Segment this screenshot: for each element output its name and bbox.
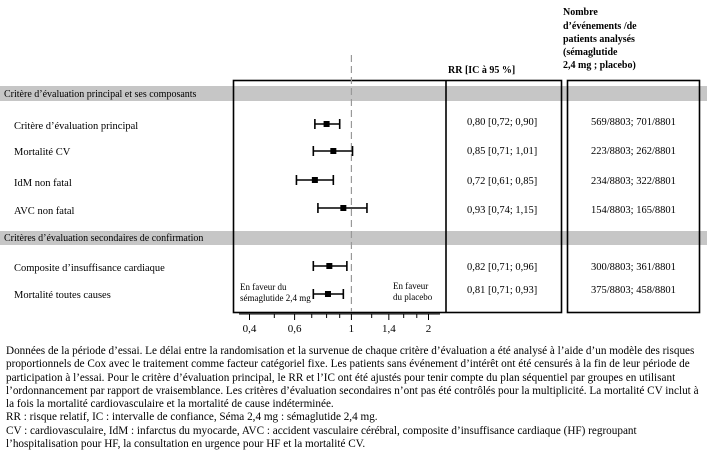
row-label: Mortalité CV — [14, 147, 71, 158]
rr-value: 0,93 [0,74; 1,15] — [467, 205, 538, 216]
rr-value: 0,72 [0,61; 0,85] — [467, 176, 538, 187]
favours-semaglutide-note — [240, 282, 311, 303]
events-frame — [568, 81, 700, 313]
events-value: 223/8803; 262/8801 — [591, 146, 676, 157]
events-value: 154/8803; 165/8801 — [591, 205, 676, 216]
point-estimate — [330, 148, 336, 154]
events-column-header — [563, 7, 639, 71]
row-label: AVC non fatal — [14, 206, 75, 217]
events-header-line: patients analysés — [563, 34, 635, 45]
events-header-line: Nombre — [563, 7, 598, 18]
point-estimate — [312, 177, 318, 183]
plot-frame — [234, 81, 562, 313]
events-value: 569/8803; 701/8801 — [591, 117, 676, 128]
favours-placebo-note — [393, 281, 433, 302]
data-rows — [14, 117, 676, 301]
rr-value: 0,85 [0,71; 1,01] — [467, 146, 538, 157]
point-estimate — [324, 121, 330, 127]
footnote-abbreviations: RR : risque relatif, IC : intervalle de confiance, Séma 2,4 mg : sémaglutide 2,4 mg. — [6, 411, 378, 424]
favours-semaglutide-line: sémaglutide 2,4 mg — [240, 293, 311, 303]
events-header-line: 2,4 mg ; placebo) — [563, 60, 636, 71]
section-title: Critères d’évaluation secondaires de confirmation — [4, 233, 204, 244]
point-estimate — [340, 205, 346, 211]
point-estimate — [325, 291, 331, 297]
row-label: Composite d’insuffisance cardiaque — [14, 263, 165, 274]
row-label: Critère d’évaluation principal — [14, 121, 139, 132]
rr-value: 0,80 [0,72; 0,90] — [467, 117, 538, 128]
row-label: Mortalité toutes causes — [14, 290, 111, 301]
x-tick-label: 0,6 — [287, 323, 302, 335]
point-estimate — [326, 263, 332, 269]
favours-placebo-line: du placebo — [393, 292, 433, 302]
x-tick-label: 1 — [348, 323, 355, 335]
x-tick-label: 2 — [425, 323, 432, 335]
x-tick-label: 0,4 — [242, 323, 257, 335]
events-value: 300/8803; 361/8801 — [591, 262, 676, 273]
footnote-abbreviations: CV : cardiovasculaire, IdM : infarctus du myocarde, AVC : accident vasculaire cérébral, composite d’insuffisance cardiaque (HF) regroupant l’hospitalisation pour HF, la consultation en urgence pour HF et la mortalité CV. — [6, 424, 637, 451]
rr-column-header: RR [IC à 95 %] — [448, 65, 516, 76]
events-value: 234/8803; 322/8801 — [591, 176, 676, 187]
events-header-line: (sémaglutide — [563, 47, 618, 58]
events-header-line: d’événements /de — [563, 21, 637, 32]
section-title: Critère d’évaluation principal et ses composants — [4, 89, 197, 100]
footnote-paragraph: Données de la période d’essai. Le délai entre la randomisation et la survenue de chaque critère d’évaluation a été analysé à l’aide d’un modèle des risques proportionnels de Cox avec le traitement comme facteur catégoriel fixe. Les patients sans événement d’intérêt ont été censurés à la fin de leur période de participation à l’essai. Pour le critère d’évaluation principal, le RR et l’IC ont été ajustés pour tenir compte du plan séquentiel par groupes en utilisant l’ordonnancement par rapport de vraisemblance. Les critères d’évaluation secondaires n’ont pas été contrôlés pour la multiplicité. La mortalité CV inclut à la fois la mortalité cardiovasculaire et la mortalité de cause indéterminée. — [6, 345, 699, 411]
favours-semaglutide-line: En faveur du — [240, 282, 287, 292]
x-tick-label: 1,4 — [381, 323, 396, 335]
events-value: 375/8803; 458/8801 — [591, 285, 676, 296]
favours-placebo-line: En faveur — [393, 281, 429, 291]
rr-value: 0,82 [0,71; 0,96] — [467, 262, 538, 273]
rr-value: 0,81 [0,71; 0,93] — [467, 285, 538, 296]
row-label: IdM non fatal — [14, 178, 72, 189]
footnote — [6, 345, 702, 451]
x-axis — [239, 314, 440, 335]
